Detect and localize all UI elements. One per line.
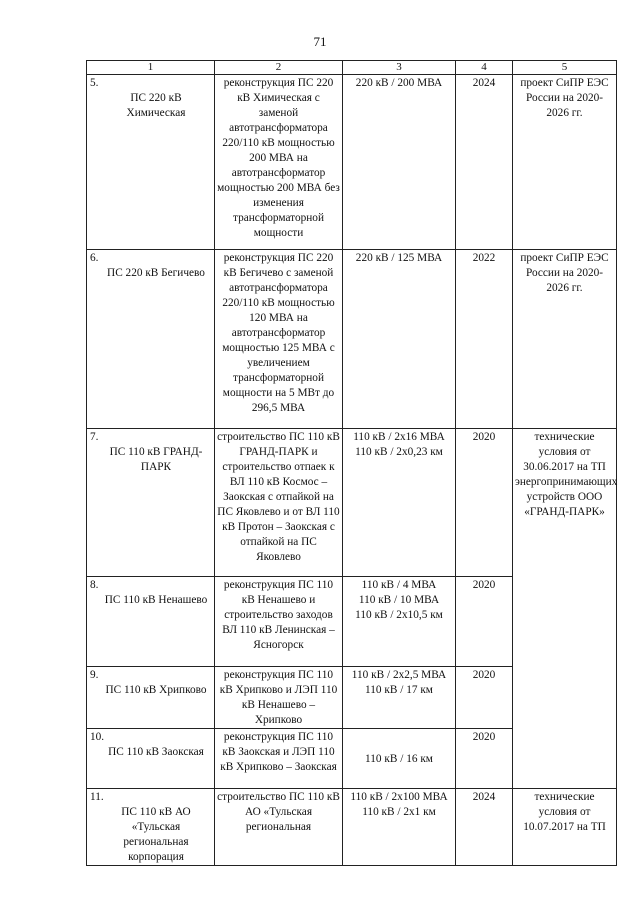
object-cell [87, 789, 215, 866]
col-header-3: 3 [343, 61, 456, 75]
object-name: ПС 110 кВ Ненашево [104, 594, 208, 606]
param-line: 110 кВ / 2х2,5 МВА [351, 669, 447, 681]
year-cell: 2024 [456, 75, 513, 250]
table-row [87, 75, 617, 250]
row-number: 11. [90, 791, 104, 803]
year-cell: 2020 [456, 577, 513, 667]
param-line: 220 кВ / 125 МВА [355, 252, 443, 264]
col-header-4: 4 [456, 61, 513, 75]
object-cell [87, 250, 215, 429]
col-header-1: 1 [87, 61, 215, 75]
row-number: 6. [90, 252, 99, 264]
work-cell: реконструкция ПС 220 кВ Бегичево с заменой автотрансформатора 220/110 кВ мощностью 120 МВА на автотрансформатор мощностью 125 МВА с увеличением трансформаторной мощности на 5 МВт до 296,5 МВА [215, 250, 343, 429]
row-number: 8. [90, 579, 99, 591]
params-cell [343, 250, 456, 429]
object-cell [87, 729, 215, 789]
basis-cell: проект СиПР ЕЭС России на 2020-2026 гг. [513, 75, 617, 250]
table-row [87, 250, 617, 429]
work-cell: реконструкция ПС 110 кВ Ненашево и строительство заходов ВЛ 110 кВ Ленинская – Ясногорск [215, 577, 343, 667]
object-cell [87, 75, 215, 250]
param-line: 110 кВ / 2х10,5 км [355, 609, 443, 621]
params-cell [343, 667, 456, 729]
page-number: 71 [313, 34, 327, 49]
params-cell [343, 429, 456, 577]
param-line: 110 кВ / 17 км [365, 684, 433, 696]
work-cell: строительство ПС 110 кВ ГРАНД-ПАРК и строительство отпаек к ВЛ 110 кВ Космос – Заокская с отпайкой на ПС Яковлево и от ВЛ 110 кВ Протон – Заокская с отпайкой на ПС Яковлево [215, 429, 343, 577]
param-line: 220 кВ / 200 МВА [355, 77, 443, 89]
param-line: 110 кВ / 2х100 МВА [350, 791, 448, 803]
basis-cell: технические условия от 10.07.2017 на ТП [513, 789, 617, 866]
basis-cell: технические условия от 30.06.2017 на ТП энергопринимающих устройств ООО «ГРАНД-ПАРК» [513, 429, 617, 789]
col-header-2: 2 [215, 61, 343, 75]
param-line: 110 кВ / 16 км [365, 752, 433, 765]
object-name: ПС 110 кВ Хрипково [105, 684, 207, 696]
work-cell: строительство ПС 110 кВ АО «Тульская региональная [215, 789, 343, 866]
param-line: 110 кВ / 4 МВА [361, 579, 437, 591]
object-name: ПС 110 кВ Заокская [108, 746, 204, 758]
projects-table [86, 60, 617, 866]
work-cell: реконструкция ПС 220 кВ Химическая с заменой автотрансформатора 220/110 кВ мощностью 200 МВА на автотрансформатор мощностью 200 МВА без изменения трансформаторной мощности [215, 75, 343, 250]
work-cell: реконструкция ПС 110 кВ Заокская и ЛЭП 110 кВ Хрипково – Заокская [215, 729, 343, 789]
col-header-5: 5 [513, 61, 617, 75]
year-cell: 2022 [456, 250, 513, 429]
year-cell: 2020 [456, 667, 513, 729]
header-row [87, 61, 617, 75]
basis-cell: проект СиПР ЕЭС России на 2020-2026 гг. [513, 250, 617, 429]
object-cell [87, 667, 215, 729]
object-name: ПС 110 кВ АО «Тульская региональная корпорация [121, 806, 191, 863]
param-line: 110 кВ / 2х0,23 км [355, 446, 443, 458]
object-name: ПС 110 кВ ГРАНД-ПАРК [109, 446, 203, 473]
object-cell [87, 577, 215, 667]
object-cell [87, 429, 215, 577]
row-number: 5. [90, 77, 99, 89]
row-number: 7. [90, 431, 99, 443]
row-number: 10. [90, 731, 105, 743]
table-row [87, 429, 617, 577]
param-line: 110 кВ / 2х1 км [362, 806, 436, 818]
params-cell [343, 789, 456, 866]
row-number: 9. [90, 669, 99, 681]
object-name: ПС 220 кВ Бегичево [107, 267, 205, 279]
object-name: ПС 220 кВ Химическая [126, 92, 186, 119]
params-cell [343, 729, 456, 789]
param-line: 110 кВ / 2х16 МВА [353, 431, 445, 443]
param-line: 110 кВ / 10 МВА [358, 594, 440, 606]
year-cell: 2020 [456, 429, 513, 577]
year-cell: 2020 [456, 729, 513, 789]
params-cell [343, 577, 456, 667]
work-cell: реконструкция ПС 110 кВ Хрипково и ЛЭП 110 кВ Ненашево – Хрипково [215, 667, 343, 729]
params-cell [343, 75, 456, 250]
table-row [87, 789, 617, 866]
year-cell: 2024 [456, 789, 513, 866]
